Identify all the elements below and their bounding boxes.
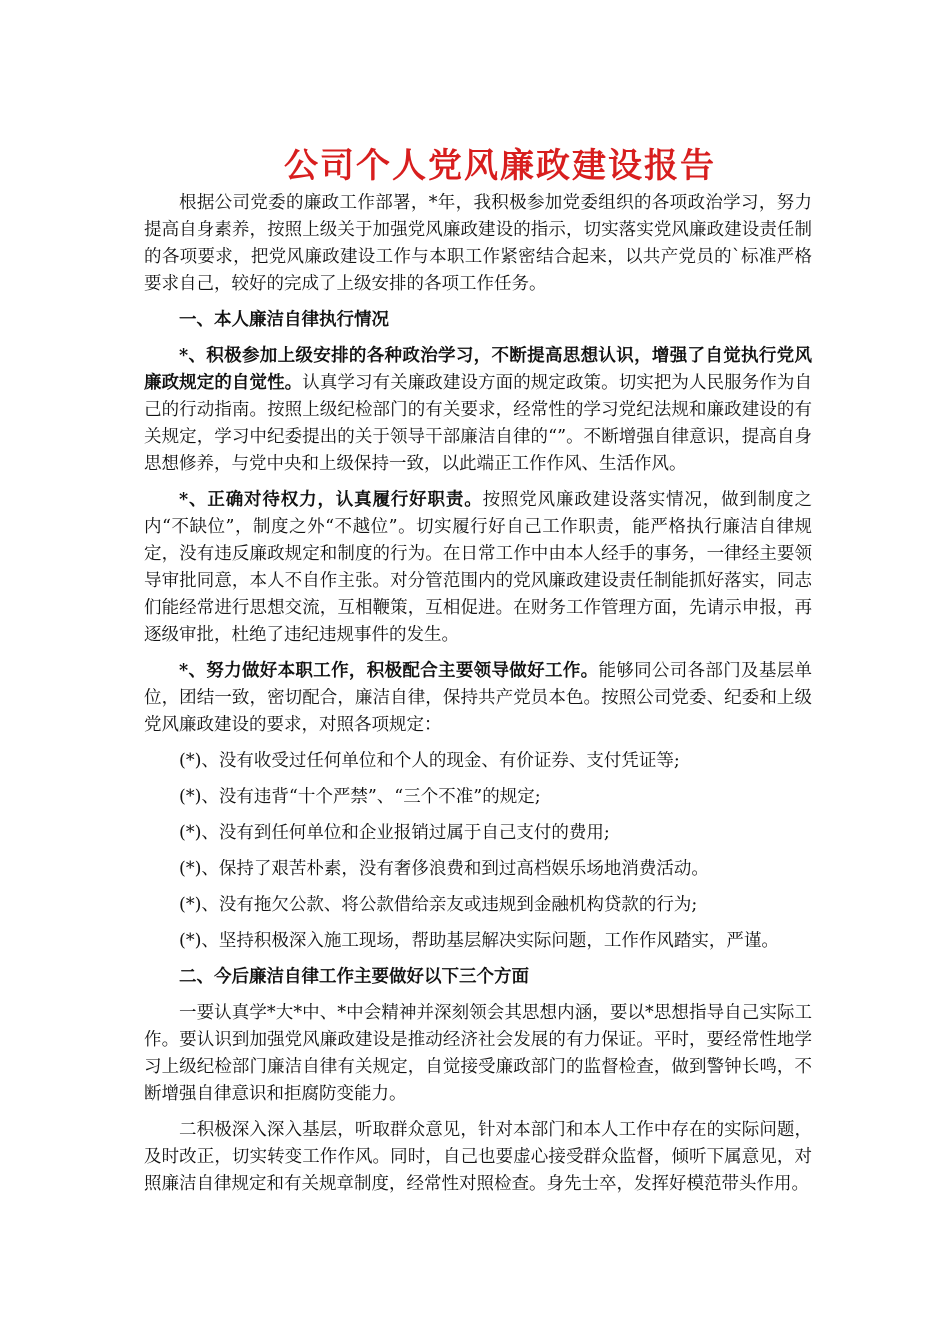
paragraph-lead: *、努力做好本职工作，积极配合主要领导做好工作。 xyxy=(179,661,599,681)
list-item: (*)、没有拖欠公款、将公款借给亲友或违规到金融机构贷款的行为; xyxy=(179,895,698,915)
paragraph-body: 能够同公司各部门及基层单位，团结一致，密切配合，廉洁自律，保持共产党员本色。按照公司党委、纪委和上级党风廉政建设的要求，对照各项规定： xyxy=(144,661,813,735)
paragraph-body: 按照党风廉政建设落实情况，做到制度之内“不缺位”，制度之外“不越位”。切实履行好自己工作职责，能严格执行廉洁自律规定，没有违反廉政规定和制度的行为。在日常工作中由本人经手的事务，一律经主要领导审批同意，本人不自作主张。对分管范围内的党风廉政建设责任制能抓好落实，同志们能经常进行思想交流，互相鞭策，互相促进。在财务工作管理方面，先请示申报，再逐级审批，杜绝了违纪违规事件的发生。 xyxy=(144,490,812,645)
paragraph-body: 认真学习有关廉政建设方面的规定政策。切实把为人民服务作为自己的行动指南。按照上级纪检部门的有关要求，经常性的学习党纪法规和廉政建设的有关规定，学习中纪委提出的关于领导干部廉洁自律的“”。不断增强自律意识，提高自身思想修养，与党中央和上级保持一致，以此端正工作作风、生活作风。 xyxy=(144,373,813,474)
section2-heading: 二、今后廉洁自律工作主要做好以下三个方面 xyxy=(179,967,529,987)
intro-paragraph: 根据公司党委的廉政工作部署，*年，我积极参加党委组织的各项政治学习，努力提高自身素养，按照上级关于加强党风廉政建设的指示，切实落实党风廉政建设责任制的各项要求，把党风廉政建设工作与本职工作紧密结合起来，以共产党员的`标准严格要求自己，较好的完成了上级安排的各项工作任务。 xyxy=(144,193,812,294)
list-item: (*)、没有违背“十个严禁”、“三个不准”的规定; xyxy=(179,787,541,807)
section1-paragraph-3 xyxy=(144,658,812,739)
section1-paragraph-1 xyxy=(144,343,812,478)
list-item: (*)、保持了艰苦朴素，没有奢侈浪费和到过高档娱乐场地消费活动。 xyxy=(179,859,709,879)
document-body xyxy=(144,190,812,1207)
list-item: (*)、没有收受过任何单位和个人的现金、有价证券、支付凭证等; xyxy=(179,751,680,771)
section1-paragraph-2 xyxy=(144,487,812,649)
section2-paragraph-2: 二积极深入深入基层，听取群众意见，针对本部门和本人工作中存在的实际问题，及时改正，切实转变工作作风。同时，自己也要虚心接受群众监督，倾听下属意见，对照廉洁自律规定和有关规章制度，经常性对照检查。身先士卒，发挥好模范带头作用。 xyxy=(144,1120,812,1194)
document-title: 公司个人党风廉政建设报告 xyxy=(284,146,716,186)
paragraph-lead: *、正确对待权力，认真履行好职责。 xyxy=(179,490,483,510)
list-item: (*)、没有到任何单位和企业报销过属于自己支付的费用; xyxy=(179,823,610,843)
list-item: (*)、坚持积极深入施工现场，帮助基层解决实际问题，工作作风踏实，严谨。 xyxy=(179,931,779,951)
section2-paragraph-1: 一要认真学*大*中、*中会精神并深刻领会其思想内涵，要以*思想指导自己实际工作。要认识到加强党风廉政建设是推动经济社会发展的有力保证。平时，要经常性地学习上级纪检部门廉洁自律有关规定，自觉接受廉政部门的监督检查，做到警钟长鸣，不断增强自律意识和拒腐防变能力。 xyxy=(144,1003,812,1104)
section1-heading: 一、本人廉洁自律执行情况 xyxy=(179,310,389,330)
paragraph-lead: *、积极参加上级安排的各种政治学习，不断提高思想认识，增强了自觉执行党风廉政规定的自觉性。 xyxy=(144,346,812,393)
